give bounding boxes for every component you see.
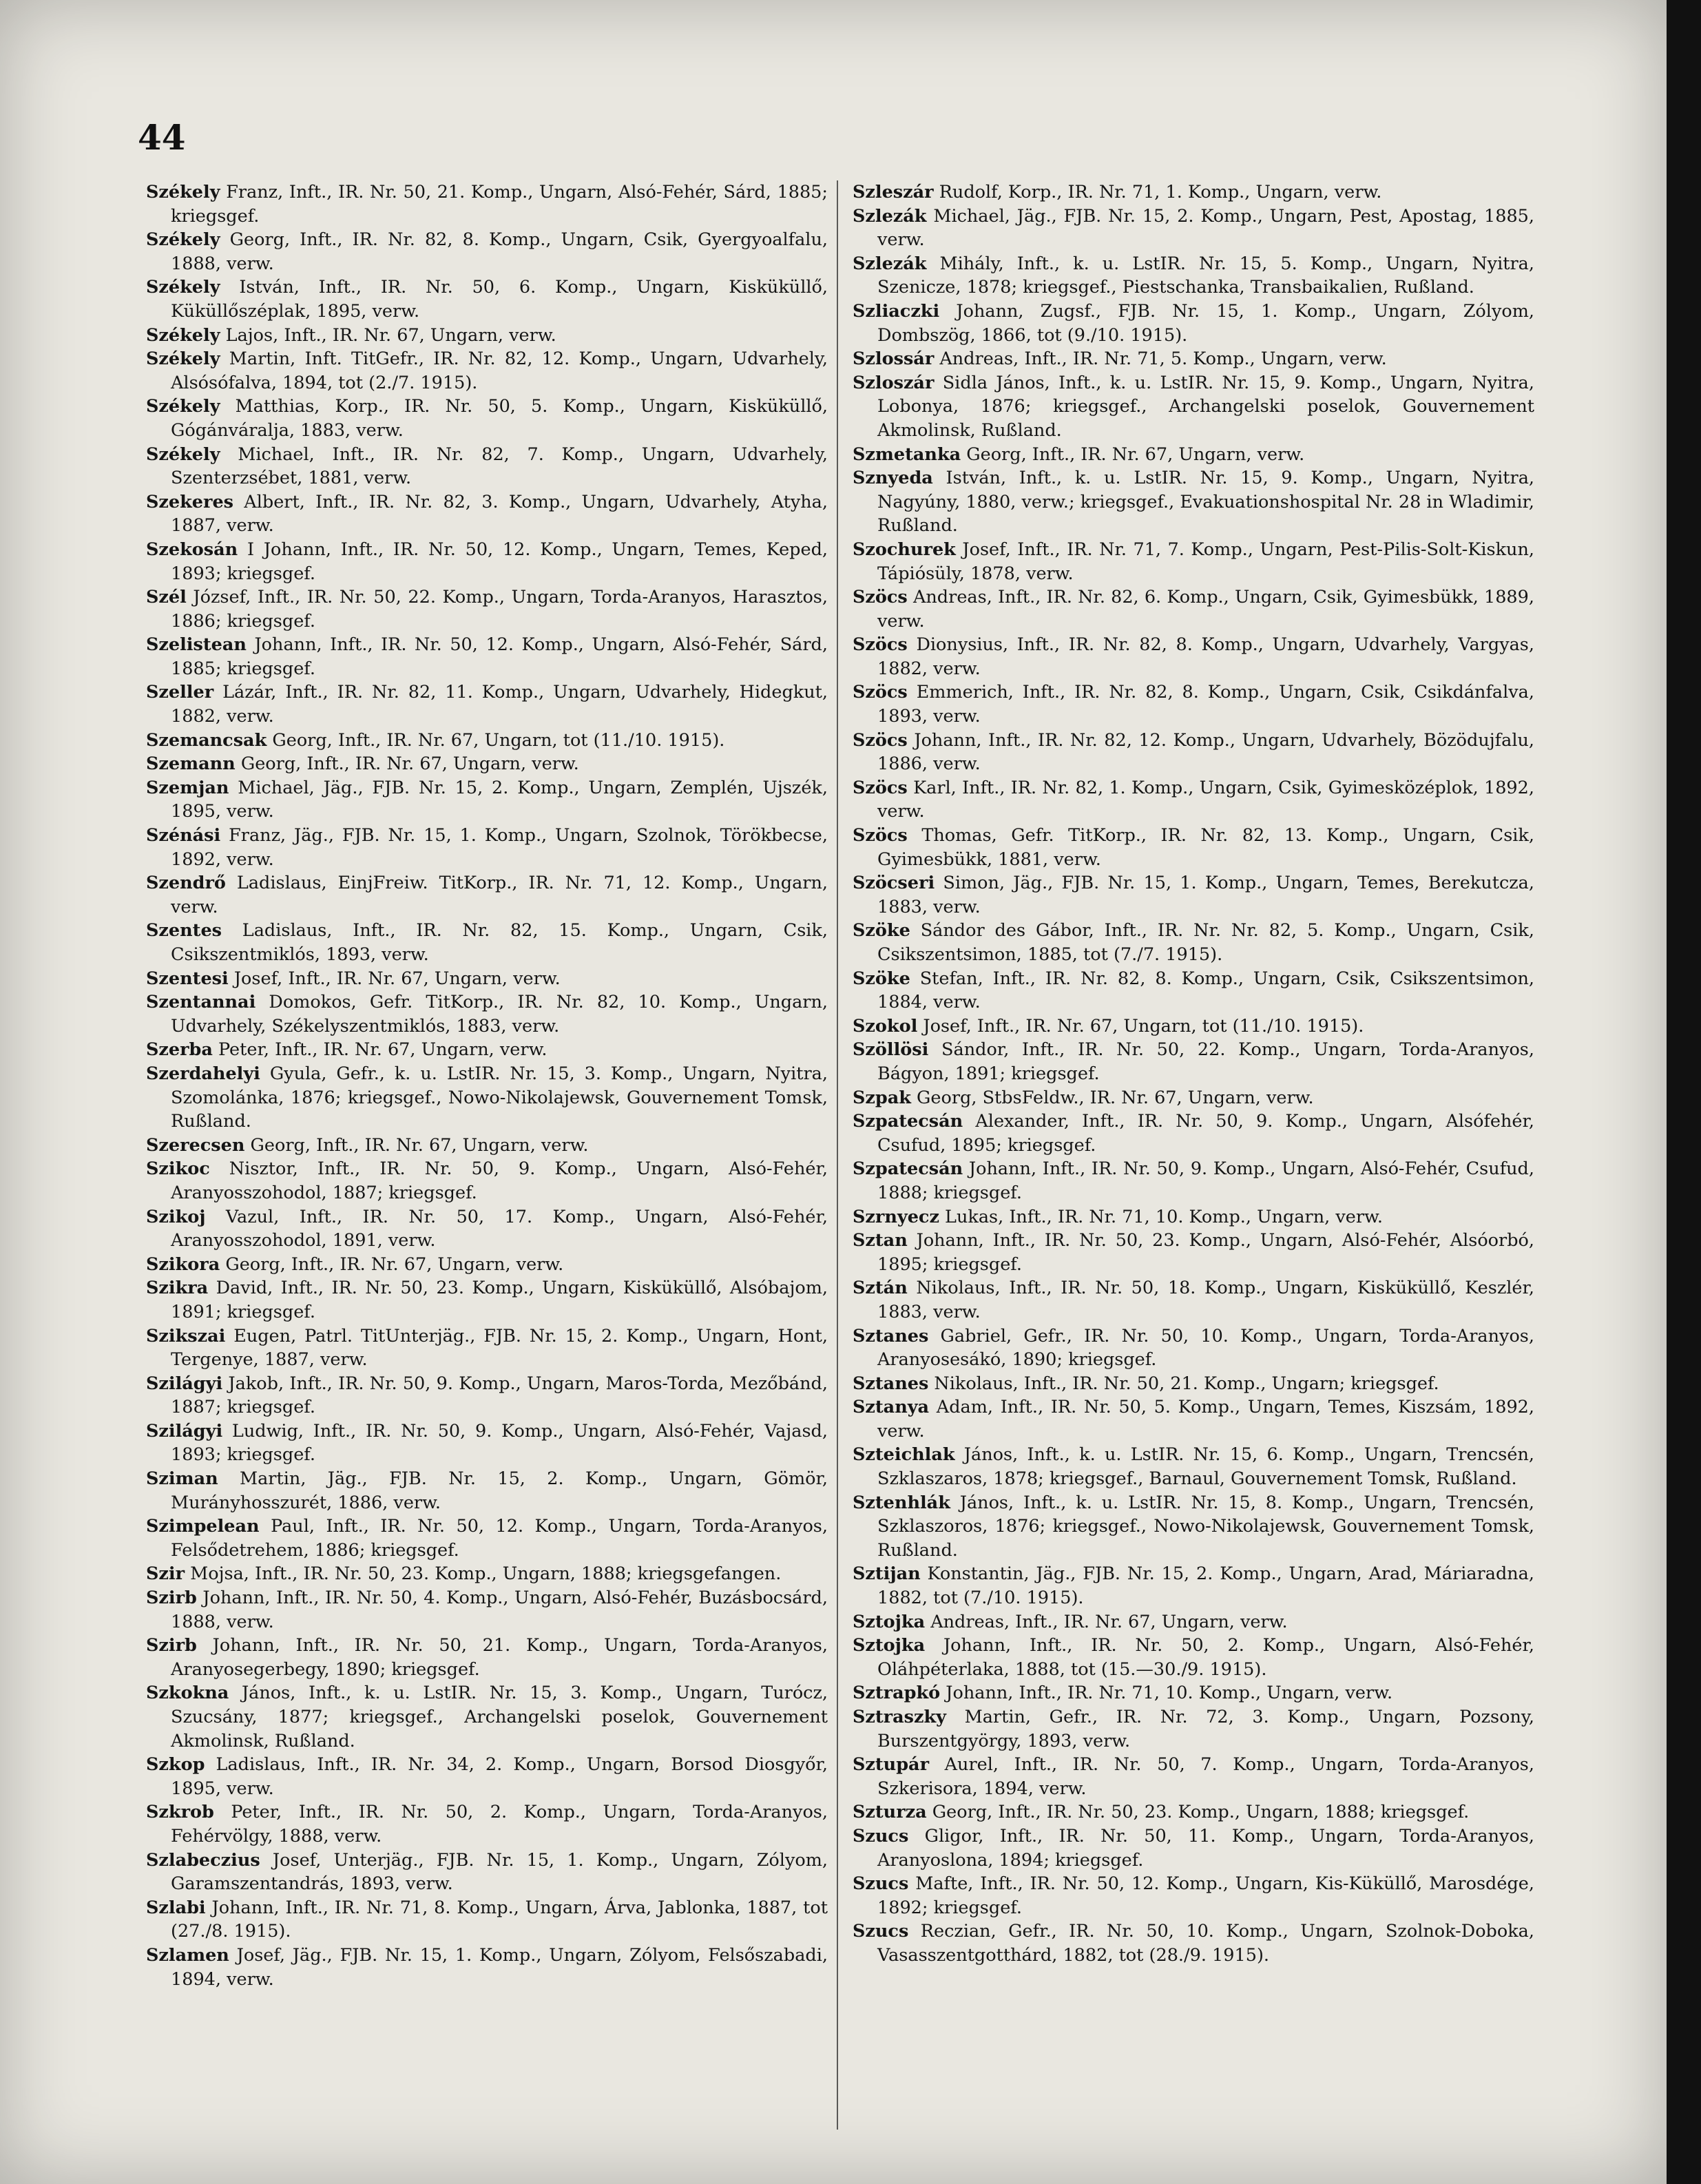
entry-surname: Szlabeczius bbox=[146, 1849, 260, 1871]
entry-details: Martin, Jäg., FJB. Nr. 15, 2. Komp., Ungarn, Gömör, Murányhosszurét, 1886, verw. bbox=[171, 1468, 828, 1513]
entry-surname: Szliaczki bbox=[853, 300, 940, 322]
list-entry bbox=[853, 1157, 1534, 1205]
entry-details: Johann, Inft., IR. Nr. 50, 2. Komp., Ungarn, Alsó-Fehér, Oláhpéterlaka, 1888, tot (15.—30./9. 1915). bbox=[877, 1635, 1534, 1680]
entry-surname: Sztanya bbox=[853, 1397, 930, 1418]
list-entry bbox=[146, 1038, 828, 1062]
entry-surname: Szlabi bbox=[146, 1897, 206, 1918]
list-entry bbox=[853, 252, 1534, 300]
entry-surname: Szikora bbox=[146, 1254, 220, 1275]
entry-surname: Sztenhlák bbox=[853, 1492, 950, 1513]
entry-details: Andreas, Inft., IR. Nr. 71, 5. Komp., Ungarn, verw. bbox=[934, 349, 1387, 370]
entry-details: Simon, Jäg., FJB. Nr. 15, 1. Komp., Ungarn, Temes, Berekutcza, 1883, verw. bbox=[877, 873, 1534, 917]
entry-details: Johann, Inft., IR. Nr. 50, 23. Komp., Ungarn, Alsó-Fehér, Alsóorbó, 1895; kriegsgef. bbox=[877, 1230, 1534, 1275]
list-entry bbox=[853, 300, 1534, 347]
list-entry bbox=[146, 1586, 828, 1634]
entry-surname: Szöcs bbox=[853, 825, 908, 846]
entry-details: Peter, Inft., IR. Nr. 50, 2. Komp., Ungarn, Torda-Aranyos, Fehérvölgy, 1888, verw. bbox=[171, 1802, 828, 1847]
entry-surname: Szikra bbox=[146, 1278, 209, 1299]
entry-details: Johann, Inft., IR. Nr. 50, 21. Komp., Ungarn, Torda-Aranyos, Aranyosegerbegy, 1890; kriegsgef. bbox=[171, 1635, 828, 1680]
entry-surname: Szeller bbox=[146, 682, 214, 703]
entry-details: Franz, Inft., IR. Nr. 50, 21. Komp., Ungarn, Alsó-Fehér, Sárd, 1885; kriegsgef. bbox=[171, 182, 828, 227]
entry-surname: Székely bbox=[146, 324, 220, 346]
entry-details: Georg, Inft., IR. Nr. 67, Ungarn, verw. bbox=[235, 753, 579, 775]
entry-details: Domokos, Gefr. TitKorp., IR. Nr. 82, 10. Komp., Ungarn, Udvarhely, Székelyszentmiklós, 1883, verw. bbox=[171, 992, 828, 1037]
entry-details: Georg, Inft., IR. Nr. 67, Ungarn, verw. bbox=[220, 1254, 564, 1275]
list-entry bbox=[853, 1610, 1534, 1634]
entry-details: Emmerich, Inft., IR. Nr. 82, 8. Komp., Ungarn, Csik, Csikdánfalva, 1893, verw. bbox=[877, 682, 1534, 727]
entry-surname: Szelistean bbox=[146, 634, 247, 656]
entry-details: Johann, Inft., IR. Nr. 71, 8. Komp., Ungarn, Árva, Jablonka, 1887, tot (27./8. 1915). bbox=[171, 1897, 828, 1942]
list-entry bbox=[853, 1920, 1534, 1967]
list-entry bbox=[146, 395, 828, 442]
list-entry bbox=[853, 205, 1534, 252]
list-entry bbox=[853, 871, 1534, 919]
entry-details: Martin, Gefr., IR. Nr. 72, 3. Komp., Ungarn, Pozsony, Burszentgyörgy, 1893, verw. bbox=[877, 1707, 1534, 1751]
entry-surname: Szendrő bbox=[146, 873, 226, 894]
entry-surname: Szerba bbox=[146, 1039, 213, 1061]
entry-surname: Szöcs bbox=[853, 682, 908, 703]
list-entry bbox=[853, 729, 1534, 776]
column-divider bbox=[837, 180, 838, 2130]
list-entry bbox=[853, 1705, 1534, 1753]
entry-details: Georg, Inft., IR. Nr. 82, 8. Komp., Ungarn, Csik, Gyergyoalfalu, 1888, verw. bbox=[171, 229, 828, 274]
list-entry bbox=[146, 752, 828, 776]
entry-details: Josef, Inft., IR. Nr. 67, Ungarn, verw. bbox=[228, 968, 561, 989]
list-entry bbox=[146, 633, 828, 680]
list-entry bbox=[146, 1205, 828, 1253]
entry-surname: Sztraszky bbox=[853, 1707, 946, 1727]
entry-surname: Szirb bbox=[146, 1635, 197, 1656]
entry-surname: Szerecsen bbox=[146, 1134, 245, 1156]
list-entry bbox=[146, 585, 828, 633]
entry-details: Matthias, Korp., IR. Nr. 50, 5. Komp., Ungarn, Kisküküllő, Gógánváralja, 1883, verw. bbox=[171, 396, 828, 441]
list-entry bbox=[146, 1515, 828, 1562]
entry-surname: Szucs bbox=[853, 1873, 909, 1895]
entry-details: Johann, Zugsf., FJB. Nr. 15, 1. Komp., Ungarn, Zólyom, Dombszög, 1866, tot (9./10. 1915). bbox=[877, 300, 1534, 346]
entry-surname: Szloszár bbox=[853, 372, 935, 393]
list-entry bbox=[146, 1134, 828, 1158]
entry-details: Paul, Inft., IR. Nr. 50, 12. Komp., Ungarn, Torda-Aranyos, Felsődetrehem, 1886; kriegsgef. bbox=[171, 1516, 828, 1561]
list-entry bbox=[146, 347, 828, 395]
list-entry bbox=[146, 275, 828, 323]
entry-surname: Szirb bbox=[146, 1588, 197, 1609]
entry-surname: Szöcs bbox=[853, 634, 908, 656]
entry-details: Gyula, Gefr., k. u. LstIR. Nr. 15, 3. Komp., Ungarn, Nyitra, Szomolánka, 1876; kriegsgef., Nowo-Nikolajewsk, Gouvernement Tomsk, Rußland. bbox=[171, 1063, 828, 1132]
list-entry bbox=[853, 633, 1534, 680]
entry-surname: Szikoj bbox=[146, 1206, 206, 1227]
list-entry bbox=[853, 371, 1534, 443]
list-entry bbox=[853, 1276, 1534, 1324]
entry-surname: Székely bbox=[146, 444, 220, 465]
entry-details: Georg, Inft., IR. Nr. 67, Ungarn, tot (11./10. 1915). bbox=[267, 729, 725, 751]
entry-details: Jakob, Inft., IR. Nr. 50, 9. Komp., Ungarn, Maros-Torda, Mezőbánd, 1887; kriegsgef. bbox=[171, 1373, 828, 1418]
list-entry bbox=[853, 680, 1534, 728]
entry-surname: Szteichlak bbox=[853, 1444, 955, 1466]
entry-surname: Sztrapkó bbox=[853, 1683, 941, 1704]
entry-surname: Szikoc bbox=[146, 1158, 210, 1180]
entry-details: Vazul, Inft., IR. Nr. 50, 17. Komp., Ungarn, Alsó-Fehér, Aranyosszohodol, 1891, verw. bbox=[171, 1206, 828, 1251]
entry-details: Adam, Inft., IR. Nr. 50, 5. Komp., Ungarn, Temes, Kiszsám, 1892, verw. bbox=[877, 1397, 1534, 1442]
entry-details: István, Inft., IR. Nr. 50, 6. Komp., Ungarn, Kisküküllő, Küküllőszéplak, 1895, verw. bbox=[171, 277, 828, 322]
entry-details: Ludwig, Inft., IR. Nr. 50, 9. Komp., Ungarn, Alsó-Fehér, Vajasd, 1893; kriegsgef. bbox=[171, 1420, 828, 1466]
entry-details: Lukas, Inft., IR. Nr. 71, 10. Komp., Ungarn, verw. bbox=[939, 1206, 1383, 1227]
list-entry bbox=[146, 180, 828, 228]
list-entry bbox=[146, 729, 828, 753]
list-entry bbox=[853, 776, 1534, 824]
entry-surname: Székely bbox=[146, 396, 220, 417]
entry-surname: Szlezák bbox=[853, 205, 927, 227]
entry-details: Josef, Inft., IR. Nr. 67, Ungarn, tot (11./10. 1915). bbox=[917, 1015, 1364, 1037]
entry-details: Lajos, Inft., IR. Nr. 67, Ungarn, verw. bbox=[220, 324, 556, 346]
list-entry bbox=[146, 443, 828, 490]
list-entry bbox=[853, 1491, 1534, 1563]
entry-surname: Szöcseri bbox=[853, 873, 935, 894]
entry-details: Karl, Inft., IR. Nr. 82, 1. Komp., Ungarn, Csik, Gyimesközéplok, 1892, verw. bbox=[877, 777, 1534, 822]
list-entry bbox=[853, 1753, 1534, 1800]
entry-details: Andreas, Inft., IR. Nr. 82, 6. Komp., Ungarn, Csik, Gyimesbükk, 1889, verw. bbox=[877, 587, 1534, 632]
entry-details: Ladislaus, Inft., IR. Nr. 82, 15. Komp., Ungarn, Csik, Csikszentmiklós, 1893, verw. bbox=[171, 920, 828, 965]
list-entry bbox=[146, 1372, 828, 1419]
entry-details: Georg, Inft., IR. Nr. 50, 23. Komp., Ungarn, 1888; kriegsgef. bbox=[926, 1802, 1470, 1823]
entry-details: Albert, Inft., IR. Nr. 82, 3. Komp., Ungarn, Udvarhely, Atyha, 1887, verw. bbox=[171, 491, 828, 537]
entry-details: Reczian, Gefr., IR. Nr. 50, 10. Komp., Ungarn, Szolnok-Doboka, Vasasszentgotthárd, 1882, tot (28./9. 1915). bbox=[877, 1921, 1534, 1966]
entry-surname: Szkokna bbox=[146, 1683, 229, 1704]
list-entry bbox=[146, 1944, 828, 1991]
left-column bbox=[146, 180, 828, 1991]
entry-details: Sidla János, Inft., k. u. LstIR. Nr. 15, 9. Komp., Ungarn, Nyitra, Lobonya, 1876; kriegsgef., Archangelski poselok, Gouvernement Akmolinsk, Rußland. bbox=[877, 372, 1534, 441]
entry-surname: Szkrob bbox=[146, 1802, 214, 1823]
entry-details: Eugen, Patrl. TitUnterjäg., FJB. Nr. 15, 2. Komp., Ungarn, Hont, Tergenye, 1887, verw. bbox=[171, 1325, 828, 1371]
entry-surname: Szentes bbox=[146, 920, 222, 942]
list-entry bbox=[853, 824, 1534, 871]
right-column bbox=[853, 180, 1534, 1968]
entry-details: Thomas, Gefr. TitKorp., IR. Nr. 82, 13. Komp., Ungarn, Csik, Gyimesbükk, 1881, verw. bbox=[877, 825, 1534, 870]
entry-surname: Sznyeda bbox=[853, 468, 933, 489]
entry-details: Andreas, Inft., IR. Nr. 67, Ungarn, verw. bbox=[925, 1611, 1288, 1632]
entry-surname: Szlamen bbox=[146, 1944, 229, 1966]
list-entry bbox=[853, 1824, 1534, 1872]
entry-details: Johann, Inft., IR. Nr. 50, 4. Komp., Ungarn, Alsó-Fehér, Buzásbocsárd, 1888, verw. bbox=[171, 1588, 828, 1632]
entry-surname: Sztupár bbox=[853, 1754, 930, 1776]
entry-details: Georg, Inft., IR. Nr. 67, Ungarn, verw. bbox=[961, 444, 1305, 465]
entry-details: Mihály, Inft., k. u. LstIR. Nr. 15, 5. Komp., Ungarn, Nyitra, Szenicze, 1878; kriegsgef., Piestschanka, Transbaikalien, Rußland. bbox=[877, 253, 1534, 298]
list-entry bbox=[853, 1443, 1534, 1490]
list-entry bbox=[853, 1110, 1534, 1157]
entry-details: Michael, Inft., IR. Nr. 82, 7. Komp., Ungarn, Udvarhely, Szenterzsébet, 1881, verw. bbox=[171, 444, 828, 489]
entry-details: József, Inft., IR. Nr. 50, 22. Komp., Ungarn, Torda-Aranyos, Harasztos, 1886; kriegsgef. bbox=[171, 587, 828, 632]
entry-surname: Szöke bbox=[853, 920, 910, 942]
list-entry bbox=[146, 1324, 828, 1372]
list-entry bbox=[853, 1205, 1534, 1229]
entry-details: Nikolaus, Inft., IR. Nr. 50, 21. Komp., Ungarn; kriegsgef. bbox=[928, 1373, 1439, 1394]
entry-surname: Szpatecsán bbox=[853, 1111, 963, 1132]
scan-edge bbox=[1667, 0, 1701, 2184]
entry-surname: Szir bbox=[146, 1563, 185, 1585]
entry-surname: Szturza bbox=[853, 1802, 927, 1823]
entry-details: Sándor, Inft., IR. Nr. 50, 22. Komp., Ungarn, Torda-Aranyos, Bágyon, 1891; kriegsgef. bbox=[877, 1039, 1534, 1084]
entry-details: Rudolf, Korp., IR. Nr. 71, 1. Komp., Ungarn, verw. bbox=[933, 182, 1382, 202]
entry-surname: Szrnyecz bbox=[853, 1206, 939, 1227]
entry-details: Georg, Inft., IR. Nr. 67, Ungarn, verw. bbox=[244, 1134, 589, 1156]
entry-details: Konstantin, Jäg., FJB. Nr. 15, 2. Komp., Ungarn, Arad, Máriaradna, 1882, tot (7./10. 1915). bbox=[877, 1563, 1534, 1609]
list-entry bbox=[146, 1896, 828, 1944]
list-entry bbox=[146, 990, 828, 1038]
entry-details: Michael, Jäg., FJB. Nr. 15, 2. Komp., Ungarn, Pest, Apostag, 1885, verw. bbox=[877, 205, 1534, 251]
entry-details: Johann, Inft., IR. Nr. 71, 10. Komp., Ungarn, verw. bbox=[940, 1683, 1393, 1704]
entry-surname: Szél bbox=[146, 587, 187, 608]
list-entry bbox=[146, 1062, 828, 1134]
entry-surname: Szöcs bbox=[853, 729, 908, 751]
entry-surname: Szpatecsán bbox=[853, 1158, 963, 1180]
list-entry bbox=[146, 1253, 828, 1277]
entry-surname: Szemancsak bbox=[146, 729, 267, 751]
list-entry bbox=[146, 324, 828, 348]
entry-surname: Székely bbox=[146, 277, 220, 298]
entry-details: Josef, Inft., IR. Nr. 71, 7. Komp., Ungarn, Pest-Pilis-Solt-Kiskun, Tápiósüly, 1878, verw. bbox=[877, 539, 1534, 584]
list-entry bbox=[853, 1634, 1534, 1681]
entry-details: Johann, Inft., IR. Nr. 50, 12. Komp., Ungarn, Alsó-Fehér, Sárd, 1885; kriegsgef. bbox=[171, 634, 828, 679]
entry-details: Franz, Jäg., FJB. Nr. 15, 1. Komp., Ungarn, Szolnok, Törökbecse, 1892, verw. bbox=[171, 825, 828, 870]
list-entry bbox=[146, 680, 828, 728]
list-entry bbox=[853, 585, 1534, 633]
entry-details: Gligor, Inft., IR. Nr. 50, 11. Komp., Ungarn, Torda-Aranyos, Aranyoslona, 1894; kriegsgef. bbox=[877, 1825, 1534, 1871]
entry-details: János, Inft., k. u. LstIR. Nr. 15, 3. Komp., Ungarn, Turócz, Szucsány, 1877; kriegsgef., Archangelski poselok, Gouvernement Akmolinsk, Rußland. bbox=[171, 1683, 828, 1751]
entry-details: János, Inft., k. u. LstIR. Nr. 15, 8. Komp., Ungarn, Trencsén, Szklaszoros, 1876; kriegsgef., Nowo-Nikolajewsk, Gouvernement Tomsk, Rußland. bbox=[877, 1492, 1534, 1561]
list-entry bbox=[853, 967, 1534, 1015]
entry-surname: Sztijan bbox=[853, 1563, 921, 1585]
entry-surname: Szerdahelyi bbox=[146, 1063, 260, 1084]
entry-surname: Székely bbox=[146, 349, 220, 370]
list-entry bbox=[853, 1800, 1534, 1824]
list-entry bbox=[146, 1276, 828, 1324]
entry-surname: Szentannai bbox=[146, 992, 256, 1013]
list-entry bbox=[146, 1753, 828, 1800]
list-entry bbox=[146, 490, 828, 538]
list-entry bbox=[853, 1229, 1534, 1276]
entry-details: Michael, Jäg., FJB. Nr. 15, 2. Komp., Ungarn, Zemplén, Ujszék, 1895, verw. bbox=[171, 777, 828, 822]
entry-details: Mafte, Inft., IR. Nr. 50, 12. Komp., Ungarn, Kis-Küküllő, Marosdége, 1892; kriegsgef. bbox=[877, 1873, 1534, 1918]
entry-details: Nisztor, Inft., IR. Nr. 50, 9. Komp., Ungarn, Alsó-Fehér, Aranyosszohodol, 1887; kriegsgef. bbox=[171, 1158, 828, 1203]
list-entry bbox=[146, 1467, 828, 1515]
entry-details: Josef, Jäg., FJB. Nr. 15, 1. Komp., Ungarn, Zólyom, Felsőszabadi, 1894, verw. bbox=[171, 1944, 828, 1990]
entry-surname: Sztán bbox=[853, 1278, 908, 1299]
entry-surname: Szöllösi bbox=[853, 1039, 929, 1061]
entry-details: János, Inft., k. u. LstIR. Nr. 15, 6. Komp., Ungarn, Trencsén, Szklaszaros, 1878; kriegsgef., Barnaul, Gouvernement Tomsk, Rußland. bbox=[877, 1444, 1534, 1490]
entry-surname: Szkop bbox=[146, 1754, 205, 1776]
entry-details: Peter, Inft., IR. Nr. 67, Ungarn, verw. bbox=[212, 1039, 547, 1061]
entry-surname: Szöke bbox=[853, 968, 910, 989]
list-entry bbox=[853, 180, 1534, 205]
entry-details: István, Inft., k. u. LstIR. Nr. 15, 9. Komp., Ungarn, Nyitra, Nagyúny, 1880, verw.; kriegsgef., Evakuationshospital Nr. 28 in Wladimir, Rußland. bbox=[877, 468, 1534, 537]
list-entry bbox=[853, 443, 1534, 467]
list-entry bbox=[146, 1681, 828, 1753]
list-entry bbox=[853, 1372, 1534, 1396]
entry-surname: Székely bbox=[146, 229, 220, 251]
entry-surname: Szpak bbox=[853, 1087, 911, 1108]
entry-details: Sándor des Gábor, Inft., IR. Nr. Nr. 82, 5. Komp., Ungarn, Csik, Csikszentsimon, 1885, tot (7./7. 1915). bbox=[877, 920, 1534, 965]
entry-surname: Szénási bbox=[146, 825, 221, 846]
entry-surname: Szucs bbox=[853, 1825, 909, 1847]
list-entry bbox=[146, 824, 828, 871]
entry-surname: Szlossár bbox=[853, 349, 935, 370]
entry-surname: Szemjan bbox=[146, 777, 229, 798]
entry-details: Dionysius, Inft., IR. Nr. 82, 8. Komp., Ungarn, Udvarhely, Vargyas, 1882, verw. bbox=[877, 634, 1534, 679]
entry-surname: Szilágyi bbox=[146, 1420, 223, 1442]
list-entry bbox=[853, 1872, 1534, 1920]
entry-details: Georg, StbsFeldw., IR. Nr. 67, Ungarn, verw. bbox=[910, 1087, 1314, 1108]
entry-details: Josef, Unterjäg., FJB. Nr. 15, 1. Komp., Ungarn, Zólyom, Garamszentandrás, 1893, verw. bbox=[171, 1849, 828, 1895]
list-entry bbox=[853, 1038, 1534, 1085]
list-entry bbox=[853, 1015, 1534, 1039]
list-entry bbox=[146, 1849, 828, 1896]
entry-surname: Szochurek bbox=[853, 539, 956, 560]
entry-surname: Sztojka bbox=[853, 1635, 926, 1656]
list-entry bbox=[146, 1800, 828, 1848]
list-entry bbox=[853, 347, 1534, 371]
entry-surname: Szekeres bbox=[146, 491, 234, 512]
list-entry bbox=[853, 538, 1534, 585]
entry-surname: Szentesi bbox=[146, 968, 229, 989]
list-entry bbox=[146, 1157, 828, 1205]
entry-surname: Sztanes bbox=[853, 1325, 929, 1346]
list-entry bbox=[146, 776, 828, 824]
entry-surname: Sziman bbox=[146, 1468, 218, 1490]
entry-surname: Szekosán bbox=[146, 539, 238, 560]
entry-details: Gabriel, Gefr., IR. Nr. 50, 10. Komp., Ungarn, Torda-Aranyos, Aranyosesákó, 1890; kriegsgef. bbox=[877, 1325, 1534, 1371]
entry-surname: Szleszár bbox=[853, 182, 934, 202]
entry-details: Johann, Inft., IR. Nr. 50, 9. Komp., Ungarn, Alsó-Fehér, Csufud, 1888; kriegsgef. bbox=[877, 1158, 1534, 1203]
entry-details: Johann, Inft., IR. Nr. 82, 12. Komp., Ungarn, Udvarhely, Bözödujfalu, 1886, verw. bbox=[877, 729, 1534, 775]
entry-surname: Szmetanka bbox=[853, 444, 961, 465]
list-entry bbox=[146, 538, 828, 585]
entry-surname: Szimpelean bbox=[146, 1516, 260, 1537]
entry-surname: Szöcs bbox=[853, 777, 908, 798]
list-entry bbox=[146, 1634, 828, 1681]
entry-surname: Sztanes bbox=[853, 1373, 929, 1394]
entry-details: Ladislaus, Inft., IR. Nr. 34, 2. Komp., Ungarn, Borsod Diosgyőr, 1895, verw. bbox=[171, 1754, 828, 1799]
page-number: 44 bbox=[138, 117, 186, 158]
entry-surname: Szilágyi bbox=[146, 1373, 223, 1394]
entry-details: Aurel, Inft., IR. Nr. 50, 7. Komp., Ungarn, Torda-Aranyos, Szkerisora, 1894, verw. bbox=[877, 1754, 1534, 1799]
entry-surname: Sztojka bbox=[853, 1611, 926, 1632]
list-entry bbox=[146, 1419, 828, 1467]
entry-details: Ladislaus, EinjFreiw. TitKorp., IR. Nr. 71, 12. Komp., Ungarn, verw. bbox=[171, 873, 828, 917]
entry-surname: Szöcs bbox=[853, 587, 908, 608]
entry-surname: Szikszai bbox=[146, 1325, 226, 1346]
list-entry bbox=[146, 228, 828, 275]
entry-surname: Sztan bbox=[853, 1230, 908, 1251]
entry-details: Nikolaus, Inft., IR. Nr. 50, 18. Komp., Ungarn, Kisküküllő, Keszlér, 1883, verw. bbox=[877, 1278, 1534, 1322]
list-entry bbox=[853, 1681, 1534, 1705]
entry-surname: Szokol bbox=[853, 1015, 918, 1037]
list-entry bbox=[853, 1395, 1534, 1443]
list-entry bbox=[146, 1562, 828, 1586]
list-entry bbox=[853, 1086, 1534, 1110]
entry-surname: Székely bbox=[146, 182, 220, 202]
list-entry bbox=[146, 871, 828, 919]
entry-surname: Szemann bbox=[146, 753, 236, 775]
list-entry bbox=[853, 1324, 1534, 1372]
entry-details: Stefan, Inft., IR. Nr. 82, 8. Komp., Ungarn, Csik, Csikszentsimon, 1884, verw. bbox=[877, 968, 1534, 1013]
list-entry bbox=[853, 466, 1534, 538]
entry-details: Alexander, Inft., IR. Nr. 50, 9. Komp., Ungarn, Alsófehér, Csufud, 1895; kriegsgef. bbox=[877, 1111, 1534, 1156]
entry-details: Mojsa, Inft., IR. Nr. 50, 23. Komp., Ungarn, 1888; kriegsgefangen. bbox=[185, 1563, 782, 1585]
list-entry bbox=[146, 967, 828, 991]
entry-details: I Johann, Inft., IR. Nr. 50, 12. Komp., Ungarn, Temes, Keped, 1893; kriegsgef. bbox=[171, 539, 828, 584]
list-entry bbox=[853, 919, 1534, 966]
list-entry bbox=[146, 919, 828, 966]
entry-surname: Szucs bbox=[853, 1921, 909, 1942]
entry-surname: Szlezák bbox=[853, 253, 927, 274]
list-entry bbox=[853, 1562, 1534, 1610]
entry-details: Martin, Inft. TitGefr., IR. Nr. 82, 12. Komp., Ungarn, Udvarhely, Alsósófalva, 1894, tot (2./7. 1915). bbox=[171, 349, 828, 393]
entry-details: Lázár, Inft., IR. Nr. 82, 11. Komp., Ungarn, Udvarhely, Hidegkut, 1882, verw. bbox=[171, 682, 828, 727]
entry-details: David, Inft., IR. Nr. 50, 23. Komp., Ungarn, Kisküküllő, Alsóbajom, 1891; kriegsgef. bbox=[171, 1278, 828, 1322]
